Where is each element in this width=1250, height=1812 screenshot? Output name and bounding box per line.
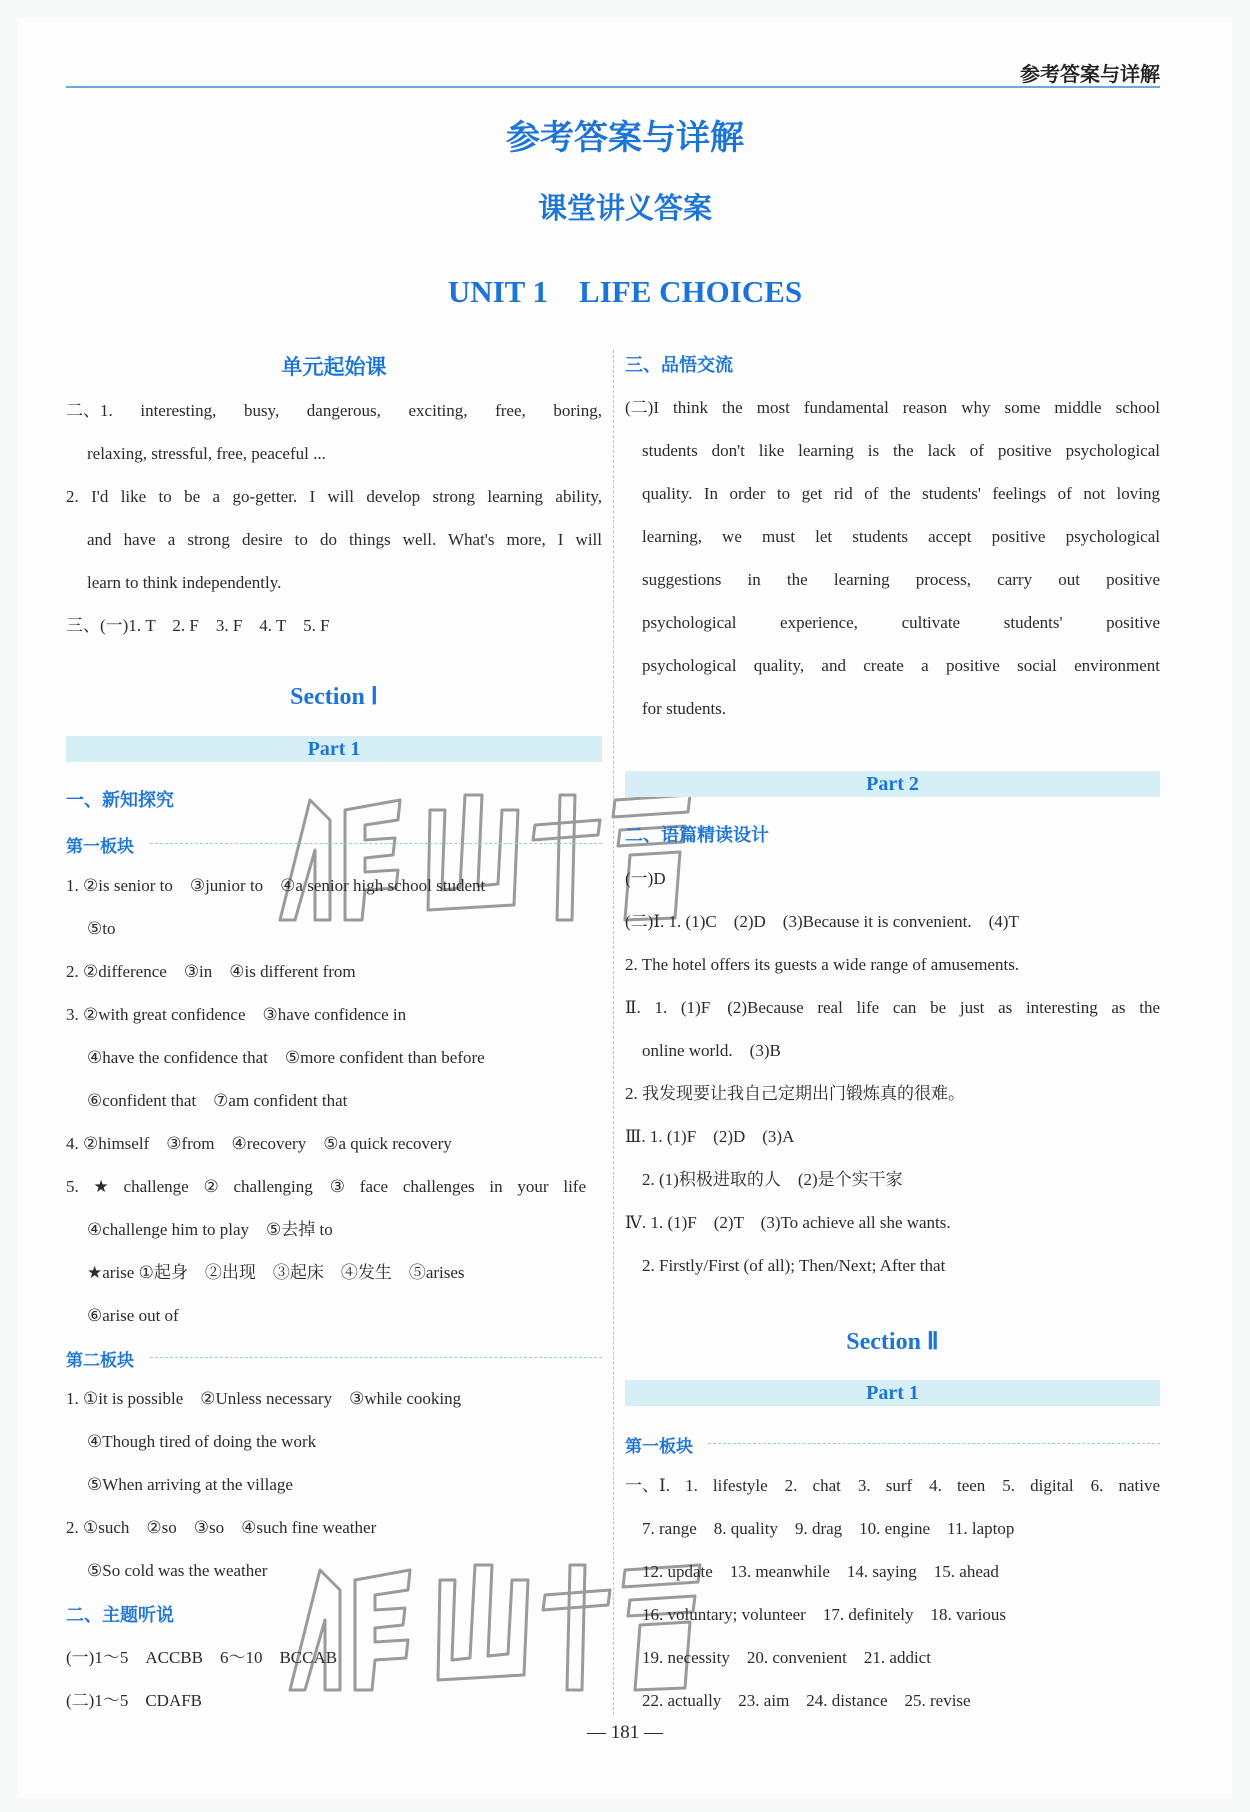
answer-line: online world. (3)B bbox=[642, 1041, 781, 1060]
answer-line: Ⅱ. 1. (1)F (2)Because real life can be just as interesting as the bbox=[625, 998, 1160, 1017]
answer-line: 2. ②difference ③in ④is different from bbox=[66, 962, 356, 981]
block-1-label: 第一板块 bbox=[66, 837, 134, 857]
dotted-rule bbox=[708, 1443, 1160, 1444]
part-2-band: Part 2 bbox=[625, 771, 1160, 797]
answer-line: ④have the confidence that ⑤more confident than before bbox=[87, 1048, 485, 1067]
answer-line: 1. ②is senior to ③junior to ④a senior high school student bbox=[66, 876, 486, 895]
section-2-title: Section Ⅱ bbox=[846, 1329, 939, 1355]
heading-reflection: 三、品悟交流 bbox=[625, 355, 733, 376]
answer-line: suggestions in the learning process, carry out positive bbox=[642, 570, 1160, 589]
answer-line: (二)I think the most fundamental reason why some middle school bbox=[625, 398, 1160, 417]
answer-line: ⑥arise out of bbox=[87, 1306, 179, 1325]
main-title: 参考答案与详解 bbox=[506, 118, 744, 158]
answer-line: students don't like learning is the lack of positive psychological bbox=[642, 441, 1160, 460]
answer-line: ★arise ①起身 ②出现 ③起床 ④发生 ⑤arises bbox=[87, 1263, 465, 1282]
answer-line: learning, we must let students accept positive psychological bbox=[642, 527, 1160, 546]
answer-line: 一、Ⅰ. 1. lifestyle 2. chat 3. surf 4. teen 5. digital 6. native bbox=[625, 1476, 1160, 1495]
answer-line: and have a strong desire to do things well. What's more, I will bbox=[87, 530, 602, 549]
answer-line: 2. The hotel offers its guests a wide range of amusements. bbox=[625, 955, 1020, 974]
answer-line: 2. I'd like to be a go-getter. I will develop strong learning ability, bbox=[66, 487, 602, 506]
heading-reading: 二、语篇精读设计 bbox=[625, 825, 769, 846]
answer-line: ⑤So cold was the weather bbox=[87, 1561, 268, 1580]
column-divider bbox=[613, 350, 614, 1715]
answer-line: 二、1. interesting, busy, dangerous, exciting, free, boring, bbox=[66, 401, 602, 420]
section-1-title: Section Ⅰ bbox=[290, 684, 378, 710]
unit-title: UNIT 1 LIFE CHOICES bbox=[447, 274, 803, 309]
answer-line: (二)1～5 CDAFB bbox=[66, 1691, 203, 1710]
heading-new-knowledge: 一、新知探究 bbox=[66, 790, 174, 811]
heading-listening: 二、主题听说 bbox=[66, 1605, 174, 1626]
answer-line: ④challenge him to play ⑤去掉 to bbox=[87, 1220, 333, 1239]
answer-line: (一)D bbox=[625, 869, 666, 888]
answer-line: quality. In order to get rid of the students' feelings of not loving bbox=[642, 484, 1160, 503]
answer-line: 16. voluntary; volunteer 17. definitely 18. various bbox=[642, 1605, 1007, 1624]
answer-line: (二)Ⅰ. 1. (1)C (2)D (3)Because it is convenient. (4)T bbox=[625, 912, 1019, 931]
header-rule bbox=[66, 86, 1160, 88]
answer-line: psychological quality, and create a positive social environment bbox=[642, 656, 1160, 675]
answer-line: learn to think independently. bbox=[87, 573, 282, 592]
answer-line: 3. ②with great confidence ③have confidence in bbox=[66, 1005, 407, 1024]
answer-line: 2. (1)积极进取的人 (2)是个实干家 bbox=[642, 1170, 903, 1189]
answer-line: ⑤When arriving at the village bbox=[87, 1475, 293, 1494]
answer-line: ⑤to bbox=[87, 919, 116, 938]
answer-line: 4. ②himself ③from ④recovery ⑤a quick recovery bbox=[66, 1134, 452, 1153]
answer-line: 7. range 8. quality 9. drag 10. engine 11. laptop bbox=[642, 1519, 1015, 1538]
running-header: 参考答案与详解 bbox=[1020, 62, 1160, 86]
dotted-rule bbox=[150, 1357, 602, 1358]
dotted-rule bbox=[150, 843, 602, 844]
part-1-band: Part 1 bbox=[66, 736, 602, 762]
answer-line: for students. bbox=[642, 699, 727, 718]
part-1-band-section-2: Part 1 bbox=[625, 1380, 1160, 1406]
answer-line: 2. Firstly/First (of all); Then/Next; After that bbox=[642, 1256, 946, 1275]
answer-line: 1. ①it is possible ②Unless necessary ③while cooking bbox=[66, 1389, 462, 1408]
block-2-label: 第二板块 bbox=[66, 1351, 134, 1371]
sub-title: 课堂讲义答案 bbox=[537, 191, 712, 225]
lesson-title: 单元起始课 bbox=[281, 355, 387, 379]
page-number: — 181 — bbox=[587, 1722, 663, 1743]
answer-line: 19. necessity 20. convenient 21. addict bbox=[642, 1648, 931, 1667]
answer-line: 2. 我发现要让我自己定期出门锻炼真的很难。 bbox=[625, 1084, 965, 1103]
answer-line: psychological experience, cultivate students' positive bbox=[642, 613, 1160, 632]
answer-line: 2. ①such ②so ③so ④such fine weather bbox=[66, 1518, 377, 1537]
answer-line: (一)1～5 ACCBB 6～10 BCCAB bbox=[66, 1648, 338, 1667]
answer-line: 5. ★ challenge ② challenging ③ face challenges in your life bbox=[66, 1177, 586, 1196]
answer-line: ⑥confident that ⑦am confident that bbox=[87, 1091, 348, 1110]
answer-line: relaxing, stressful, free, peaceful ... bbox=[87, 444, 326, 463]
answer-line: 22. actually 23. aim 24. distance 25. revise bbox=[642, 1691, 971, 1710]
answer-line: Ⅳ. 1. (1)F (2)T (3)To achieve all she wants. bbox=[625, 1213, 951, 1232]
answer-line: 12. update 13. meanwhile 14. saying 15. ahead bbox=[642, 1562, 999, 1581]
answer-line: 三、(一)1. T 2. F 3. F 4. T 5. F bbox=[66, 616, 330, 635]
answer-line: Ⅲ. 1. (1)F (2)D (3)A bbox=[625, 1127, 795, 1146]
block-1-label-section-2: 第一板块 bbox=[625, 1437, 693, 1457]
answer-line: ④Though tired of doing the work bbox=[87, 1432, 317, 1451]
